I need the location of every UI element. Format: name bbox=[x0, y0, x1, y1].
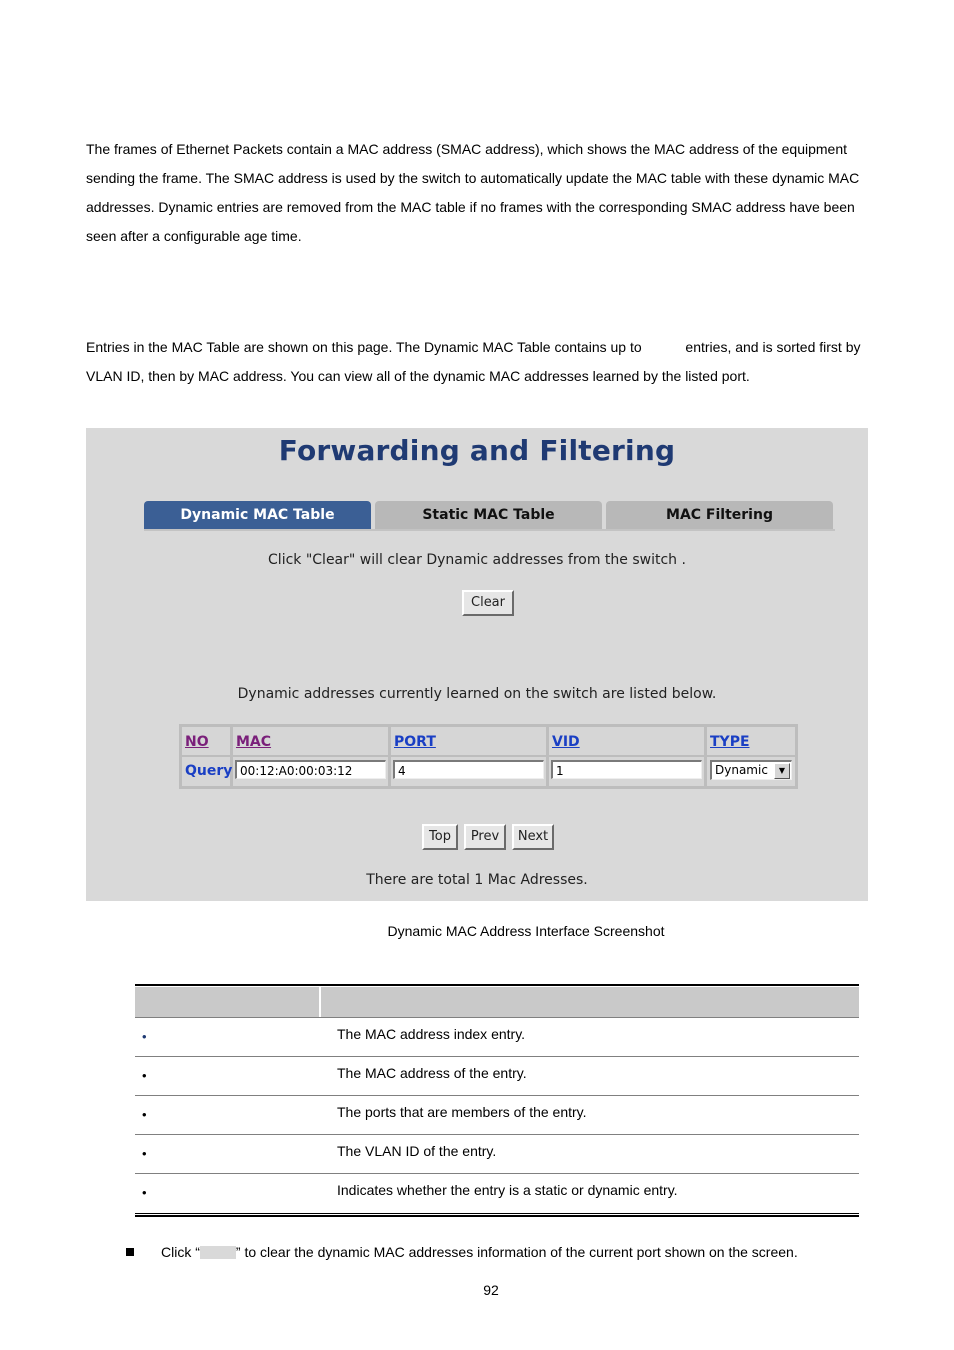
row-description: The ports that are members of the entry. bbox=[337, 1104, 587, 1120]
table-header-divider bbox=[319, 987, 321, 1017]
table-row bbox=[135, 1096, 859, 1135]
learned-addresses-message: Dynamic addresses currently learned on the switch are listed below. bbox=[237, 686, 717, 702]
row-description: The MAC address of the entry. bbox=[337, 1065, 527, 1081]
intro-paragraph-2 bbox=[86, 333, 876, 391]
table-row bbox=[135, 1018, 859, 1057]
clear-button[interactable]: Clear bbox=[462, 590, 514, 616]
bullet-icon: • bbox=[142, 1107, 147, 1122]
query-label: Query bbox=[185, 763, 233, 779]
table-row bbox=[135, 1135, 859, 1174]
note-line bbox=[126, 1244, 798, 1260]
bullet-icon: • bbox=[142, 1029, 147, 1044]
bullet-icon: • bbox=[142, 1146, 147, 1161]
note-prefix: Click “ bbox=[161, 1244, 200, 1260]
table-bottom-rule-thick bbox=[135, 1215, 859, 1217]
vid-query-cell bbox=[549, 757, 704, 786]
chevron-down-icon[interactable]: ▼ bbox=[774, 763, 790, 779]
column-header-port[interactable]: PORT bbox=[391, 727, 546, 755]
next-button[interactable]: Next bbox=[512, 824, 554, 850]
type-select[interactable] bbox=[710, 760, 792, 780]
page-number: 92 bbox=[483, 1282, 499, 1298]
type-select-value: Dynamic bbox=[715, 763, 768, 777]
bullet-icon: • bbox=[142, 1185, 147, 1200]
port-query-cell bbox=[391, 757, 546, 786]
vid-query-input[interactable]: 1 bbox=[551, 760, 702, 779]
tab-static-mac-table[interactable]: Static MAC Table bbox=[375, 501, 602, 529]
button-placeholder bbox=[200, 1246, 236, 1259]
figure-caption: Dynamic MAC Address Interface Screenshot bbox=[387, 923, 665, 939]
tab-dynamic-mac-table[interactable]: Dynamic MAC Table bbox=[144, 501, 371, 529]
mac-query-input[interactable]: 00:12:A0:00:03:12 bbox=[235, 760, 386, 779]
table-row bbox=[135, 1057, 859, 1096]
intro-paragraph-1: The frames of Ethernet Packets contain a MAC address (SMAC address), which shows the MAC address of the equipment sending the frame. The SMAC address is used by the switch to automatically update the MAC table with these dynamic MAC addresses. Dynamic entries are removed from the MAC table if no frames with the corresponding SMAC address have been seen after a configurable age time. bbox=[86, 141, 860, 244]
column-header-no[interactable]: NO bbox=[182, 727, 230, 755]
panel-title: Forwarding and Filtering bbox=[278, 434, 676, 467]
row-description: The MAC address index entry. bbox=[337, 1026, 526, 1042]
mac-query-cell bbox=[233, 757, 388, 786]
table-top-rule bbox=[135, 984, 859, 986]
table-header bbox=[135, 987, 859, 1017]
mac-query-table bbox=[179, 724, 798, 789]
port-query-input[interactable]: 4 bbox=[393, 760, 544, 779]
clear-instruction: Click "Clear" will clear Dynamic addresses from the switch . bbox=[268, 552, 686, 568]
row-description: The VLAN ID of the entry. bbox=[337, 1143, 497, 1159]
prev-button[interactable]: Prev bbox=[464, 824, 506, 850]
intro-paragraph-2-part-a: Entries in the MAC Table are shown on this page. The Dynamic MAC Table contains up to bbox=[86, 339, 642, 355]
row-description: Indicates whether the entry is a static or dynamic entry. bbox=[337, 1182, 678, 1198]
tab-mac-filtering[interactable]: MAC Filtering bbox=[606, 501, 833, 529]
column-header-mac[interactable]: MAC bbox=[233, 727, 388, 755]
total-addresses-message: There are total 1 Mac Adresses. bbox=[366, 872, 588, 888]
query-label-cell bbox=[182, 757, 233, 786]
column-header-vid[interactable]: VID bbox=[549, 727, 704, 755]
intro-paragraph-2-part-b: entries, and is sorted first by VLAN ID, then by MAC address. You can view all of the dynamic MAC addresses learned by the listed port. bbox=[86, 339, 861, 384]
bullet-icon: • bbox=[142, 1068, 147, 1083]
square-bullet-icon bbox=[126, 1248, 134, 1256]
table-row bbox=[135, 1174, 859, 1213]
screenshot-panel bbox=[86, 428, 868, 901]
type-query-cell bbox=[707, 757, 795, 786]
top-button[interactable]: Top bbox=[422, 824, 458, 850]
table-bottom-rule bbox=[135, 1213, 859, 1214]
note-suffix: ” to clear the dynamic MAC addresses information of the current port shown on the screen. bbox=[235, 1244, 798, 1260]
column-header-type[interactable]: TYPE bbox=[707, 727, 795, 755]
tab-underline bbox=[144, 529, 835, 531]
